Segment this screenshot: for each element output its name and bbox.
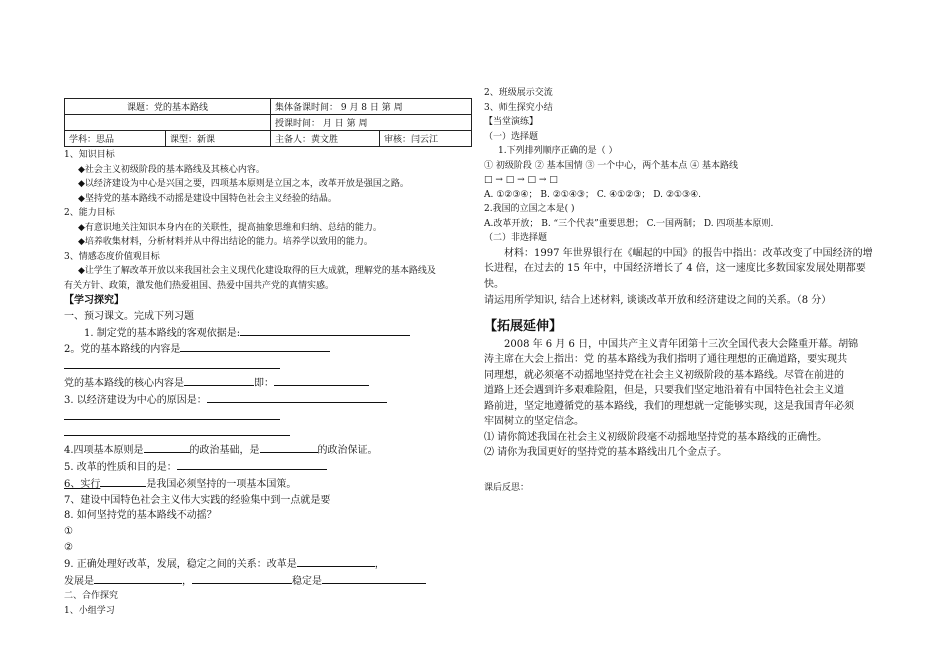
lesson-topic: 课题：党的基本路线	[126, 103, 208, 113]
choice-question-1: 1.下列排列顺序正确的是（ ）	[498, 146, 618, 156]
q3-text: 3. 以经济建设为中心的原因是：	[64, 394, 207, 406]
question-1	[64, 325, 472, 342]
objective-heading: 3、情感态度价值观目标	[64, 251, 160, 262]
material-block	[484, 246, 874, 309]
answer-blank[interactable]	[94, 573, 182, 584]
choice-1-boxes: □ → □ → □ → □	[484, 175, 558, 185]
objective-item: ◆坚持党的基本路线不动摇是建设中国特色社会主义经验的结晶。	[78, 193, 337, 204]
q2b-text: 党的基本路线的核心内容是	[64, 377, 184, 389]
material-question: 请运用所学知识, 结合上述材料, 谈谈改革开放和经济建设之间的关系。（8 分）	[484, 294, 832, 306]
answer-blank[interactable]	[207, 392, 387, 403]
reflection-label: 课后反思：	[484, 482, 530, 493]
answer-blank[interactable]	[64, 409, 280, 420]
q5-text: 5. 改革的性质和目的是：	[64, 461, 177, 473]
question-5	[64, 459, 472, 476]
answer-blank[interactable]	[297, 556, 375, 567]
q6b-text: 是我国必须坚持的一项基本国策。	[146, 478, 297, 490]
answer-blank[interactable]	[184, 375, 254, 386]
q9-comma: ，	[374, 558, 385, 570]
objective-item: 有关方针、政策，激发他们热爱祖国、热爱中国共产党的真情实感。	[64, 280, 335, 291]
q9b-text: 发展是	[64, 575, 94, 587]
question-3-cont	[64, 425, 472, 442]
preparer: 主备人：黄文胜	[271, 131, 380, 147]
practice-title: 【当堂演练】	[484, 117, 539, 127]
choice-2-options: A.改革开放； B. “三个代表”重要思想； C.一国两制； D. 四项基本原则.	[484, 218, 774, 229]
answer-blank[interactable]	[100, 476, 146, 487]
objective-item: ◆社会主义初级阶段的基本路线及其核心内容。	[78, 164, 265, 175]
question-2-cont	[64, 358, 472, 375]
q2b-mid: 即：	[254, 377, 274, 389]
question-9	[64, 556, 472, 573]
teaching-time: 授课时间： 月 日 第 周	[271, 115, 472, 131]
coop-heading: 二、合作探究	[64, 591, 119, 602]
nonchoice-heading: （二）非选择题	[484, 233, 548, 243]
q6a-text: 6、实行	[64, 478, 101, 490]
extension-line: 2008 年 6 月 6 日，中国共产主义青年团第十三次全国代表大会隆重开幕。胡锦	[504, 338, 859, 350]
q9a-text: 9. 正确处理好改革，发展，稳定之间的关系：改革是	[64, 558, 297, 570]
study-section	[64, 293, 472, 589]
preview-heading: 一、预习课文。完成下列习题	[64, 310, 194, 322]
q4a-text: 4.四项基本原则是	[64, 445, 144, 457]
answer-blank[interactable]	[260, 442, 318, 453]
question-8: 8. 如何坚持党的基本路线不动摇？	[64, 510, 217, 522]
answer-blank[interactable]	[64, 358, 280, 369]
objective-item: ◆有意识地关注知识本身内在的关联性，提高抽象思维和归纳、总结的能力。	[78, 222, 382, 233]
answer-circle-2: ②	[64, 541, 73, 553]
material-line: 长进程，在过去的 15 年中，中国经济增长了 4 倍，这一速度比多数国家发展处期都要	[484, 263, 866, 275]
extension-block	[484, 337, 874, 461]
q9c-text: ，	[182, 575, 192, 587]
answer-blank[interactable]	[177, 459, 327, 470]
subject: 学科：思品	[65, 131, 166, 147]
objective-heading: 1、知识目标	[64, 150, 115, 160]
answer-blank[interactable]	[64, 425, 290, 436]
q1-text: 1. 制定党的基本路线的客观依据是:	[84, 327, 241, 339]
right-column	[484, 86, 874, 495]
question-7: 7、建设中国特色社会主义伟大实践的经验集中到一点就是要	[64, 494, 331, 506]
collective-prep-time: 集体备课时间： 9 月 8 日 第 周	[271, 99, 472, 115]
choice-heading: （一）选择题	[484, 131, 539, 142]
answer-blank[interactable]	[240, 325, 410, 336]
answer-circle-1: ①	[64, 526, 73, 538]
extension-line: 涛主席在大会上指出：党 的基本路线为我们指明了通往理想的正确道路，要实现共	[484, 354, 848, 366]
empty-cell	[65, 115, 271, 131]
group-study: 1、小组学习	[64, 605, 115, 616]
objectives	[64, 148, 472, 293]
extension-line: 道路上还会遇到许多艰难险阻，但是，只要我们坚定地沿着有中国特色社会主义道	[484, 385, 844, 397]
extension-line: 同理想，就必须毫不动摇地坚持党在社会主义初级阶段的基本路线。尽管在前进的	[484, 369, 844, 381]
q2-text: 2。党的基本路线的内容是	[64, 344, 181, 356]
question-6	[64, 476, 472, 493]
extension-line: 路前进，坚定地遵循党的基本路线，我们的理想就一定能够实现，这是我国青年必须	[484, 400, 854, 412]
q9d-text: 稳定是	[292, 575, 322, 587]
activity-item: 3、师生探究小结	[484, 102, 553, 113]
topic-cell	[65, 99, 271, 115]
material-line: 快。	[484, 279, 504, 291]
objective-heading: 2、能力目标	[64, 208, 115, 218]
reviewer: 审核：闫云江	[380, 131, 472, 147]
question-9-cont	[64, 573, 472, 590]
objective-item: ◆让学生了解改革开放以来我国社会主义现代化建设取得的巨大成就，理解党的基本路线及	[78, 266, 436, 276]
choice-1-items: ① 初级阶段 ② 基本国情 ③ 一个中心，两个基本点 ④ 基本路线	[484, 160, 739, 171]
question-3-cont	[64, 409, 472, 426]
choice-1-options: A. ①②③④； B. ②①④③； C. ④①②③； D. ②①③④.	[484, 189, 701, 200]
choice-question-2: 2.我国的立国之本是( )	[484, 204, 575, 214]
activity-item: 2、班级展示交流	[484, 88, 553, 98]
cooperation-section	[64, 589, 472, 618]
extension-question-1: ⑴ 请你简述我国在社会主义初级阶段毫不动摇地坚持党的基本路线的正确性。	[484, 431, 828, 443]
class-activities	[484, 86, 874, 246]
extension-line: 牢固树立的坚定信念。	[484, 416, 584, 428]
answer-blank[interactable]	[322, 573, 426, 584]
answer-blank[interactable]	[192, 573, 292, 584]
question-2	[64, 341, 472, 358]
extension-title: 【拓展延伸】	[484, 318, 563, 334]
question-3	[64, 392, 472, 409]
extension-question-2: ⑵ 请你为我国更好的坚持党的基本路线出几个金点子。	[484, 447, 728, 459]
q4b-text: 的政治基础，是	[189, 445, 260, 457]
answer-blank[interactable]	[180, 341, 330, 352]
lesson-header-table	[64, 98, 472, 147]
left-column	[64, 98, 472, 618]
material-line: 材料：1997 年世界银行在《崛起的中国》的报告中指出：改革改变了中国经济的增	[504, 247, 873, 259]
question-2b	[64, 375, 472, 392]
answer-blank[interactable]	[274, 375, 369, 386]
objective-item: ◆培养收集材料，分析材料并从中得出结论的能力。培养学以致用的能力。	[78, 237, 373, 247]
answer-blank[interactable]	[144, 442, 190, 453]
objective-item: ◆以经济建设为中心是兴国之要，四项基本原则是立国之本，改革开放是强国之路。	[78, 179, 409, 189]
study-title: 【学习探究】	[64, 295, 124, 306]
question-4	[64, 442, 472, 459]
lesson-type: 课型：新课	[166, 131, 271, 147]
q4c-text: 的政治保证。	[317, 445, 378, 457]
